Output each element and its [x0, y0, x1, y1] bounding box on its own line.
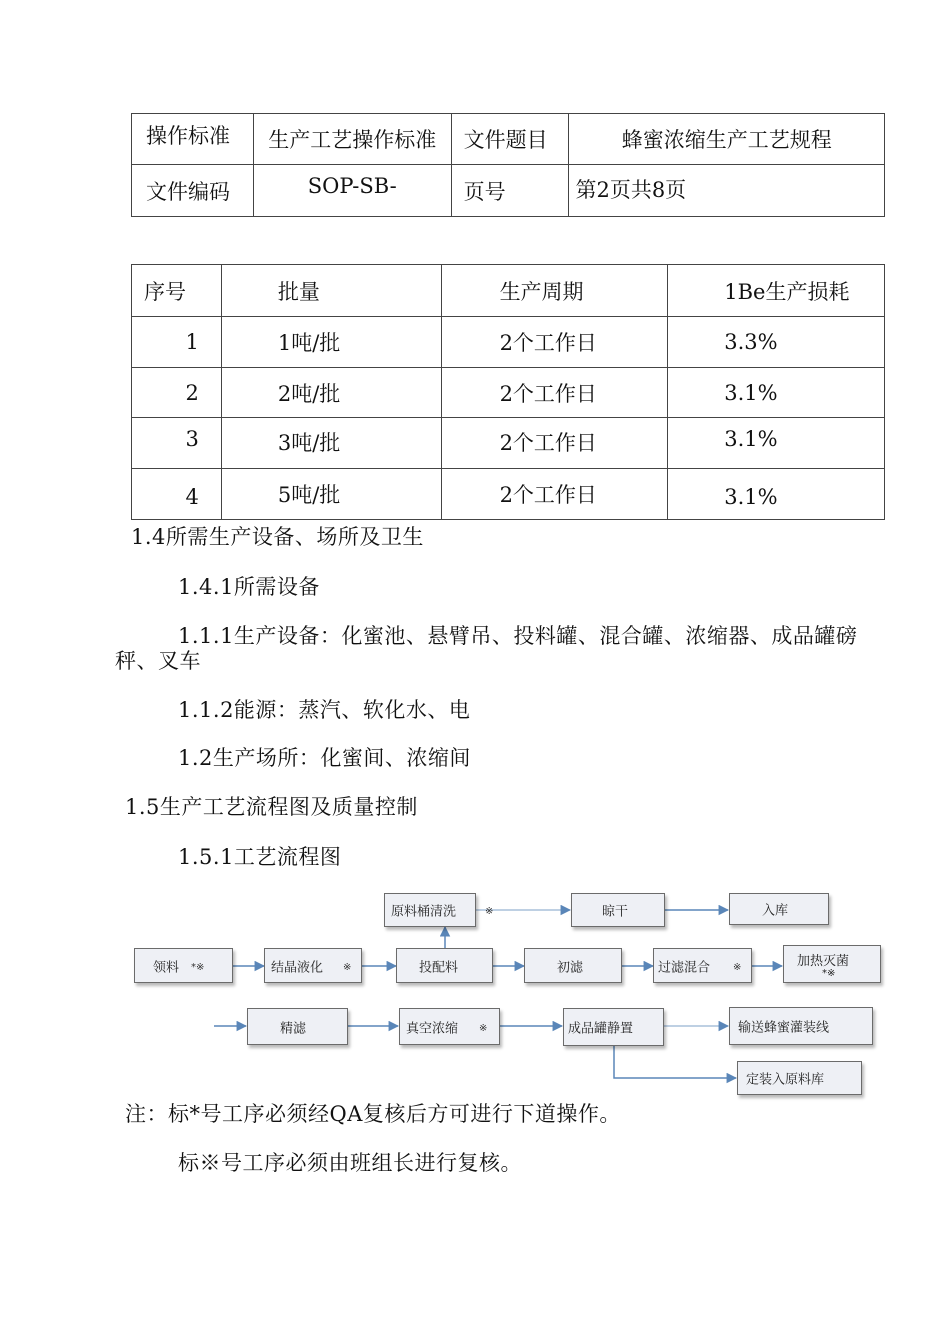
review-mark: *※: [822, 968, 836, 979]
note-qa-review: 注：标*号工序必须经QA复核后方可进行下道操作。: [125, 1102, 621, 1126]
table-cell: 2: [132, 368, 222, 418]
header-cell: 操作标准: [132, 114, 254, 165]
flow-box-filling-line: [729, 1007, 873, 1045]
table-cell: 2个工作日: [441, 469, 668, 520]
table-cell: 2个工作日: [441, 418, 668, 469]
flow-box-label: 入库: [762, 903, 789, 919]
flow-box-crystal-liquefaction: [264, 948, 362, 983]
flow-box-batching: [396, 948, 493, 983]
table-cell: 1吨/批: [221, 317, 441, 368]
paragraph: 秤、叉车: [115, 649, 201, 673]
flow-box-label: 结晶液化: [271, 960, 324, 975]
page-number: 第2页共8页: [569, 165, 885, 217]
flow-box-filter-mixing: [653, 948, 752, 983]
table-cell: 5吨/批: [221, 469, 441, 520]
review-mark: ※: [343, 961, 352, 973]
flow-box-drying: [571, 893, 665, 927]
flow-box-raw-barrel-cleaning: [384, 893, 494, 927]
flow-box-label: 过滤混合: [658, 960, 711, 975]
flow-box-label: 定装入原料库: [746, 1072, 825, 1088]
header-cell: 文件编码: [132, 165, 254, 217]
flow-box-label: 初滤: [557, 960, 584, 975]
note-team-leader-review: 标※号工序必须由班组长进行复核。: [178, 1151, 522, 1175]
flow-box-raw-material-warehouse: [737, 1061, 862, 1095]
table-cell: 3: [132, 418, 222, 469]
flow-arrow: [614, 1046, 736, 1078]
header-cell: 文件题目: [451, 114, 569, 165]
flow-box-label: 精滤: [280, 1021, 307, 1036]
flow-box-label: 领料: [153, 960, 180, 975]
review-mark: ※: [485, 906, 494, 918]
section-heading: 1.5生产工艺流程图及质量控制: [125, 795, 418, 819]
flow-box-heat-sterilization: [783, 945, 881, 983]
flow-box-label: 原料桶清洗: [391, 904, 457, 920]
document-code: SOP-SB-: [253, 165, 451, 217]
flow-box-material-picking: [134, 948, 233, 983]
flow-box-label: 输送蜂蜜灌装线: [738, 1020, 830, 1036]
paragraph: 1.1.2能源：蒸汽、软化水、电: [178, 698, 471, 722]
table-cell: 2个工作日: [441, 317, 668, 368]
section-heading: 1.4所需生产设备、场所及卫生: [131, 525, 424, 549]
table-cell: 3吨/批: [221, 418, 441, 469]
table-cell: 4: [132, 469, 222, 520]
paragraph: 1.1.1生产设备：化蜜池、悬臂吊、投料罐、混合罐、浓缩器、成品罐磅: [178, 624, 858, 648]
table-cell: 3.3%: [668, 317, 885, 368]
column-header: 1Be生产损耗: [668, 265, 885, 317]
flow-box-label: 加热灭菌: [797, 954, 850, 969]
review-mark: ※: [733, 961, 742, 973]
review-mark: *※: [191, 961, 205, 973]
column-header: 序号: [132, 265, 222, 317]
subsection-heading: 1.5.1工艺流程图: [178, 845, 342, 869]
flow-box-vacuum-concentration: [399, 1008, 500, 1045]
flow-box-label: 真空浓缩: [406, 1021, 459, 1036]
flow-box-fine-filtration: [247, 1008, 348, 1045]
flow-box-primary-filtration: [524, 948, 622, 983]
paragraph: 1.2生产场所：化蜜间、浓缩间: [178, 746, 471, 770]
table-cell: 2个工作日: [441, 368, 668, 418]
table-cell: 3.1%: [668, 418, 885, 469]
subsection-heading: 1.4.1所需设备: [178, 575, 320, 599]
flow-box-warehousing: [729, 893, 829, 925]
table-cell: 1: [132, 317, 222, 368]
table-cell: 2吨/批: [221, 368, 441, 418]
document-title: 蜂蜜浓缩生产工艺规程: [569, 114, 885, 165]
review-mark: ※: [479, 1022, 488, 1034]
table-cell: 3.1%: [668, 368, 885, 418]
flow-box-label: 晾干: [602, 904, 629, 920]
flow-box-label: 投配料: [419, 960, 459, 975]
header-cell: 页号: [451, 165, 569, 217]
flow-box-label: 成品罐静置: [568, 1021, 634, 1037]
column-header: 生产周期: [441, 265, 668, 317]
column-header: 批量: [221, 265, 441, 317]
table-cell: 3.1%: [668, 469, 885, 520]
flow-box-finished-tank-settling: [563, 1008, 664, 1046]
header-cell: 生产工艺操作标准: [253, 114, 451, 165]
